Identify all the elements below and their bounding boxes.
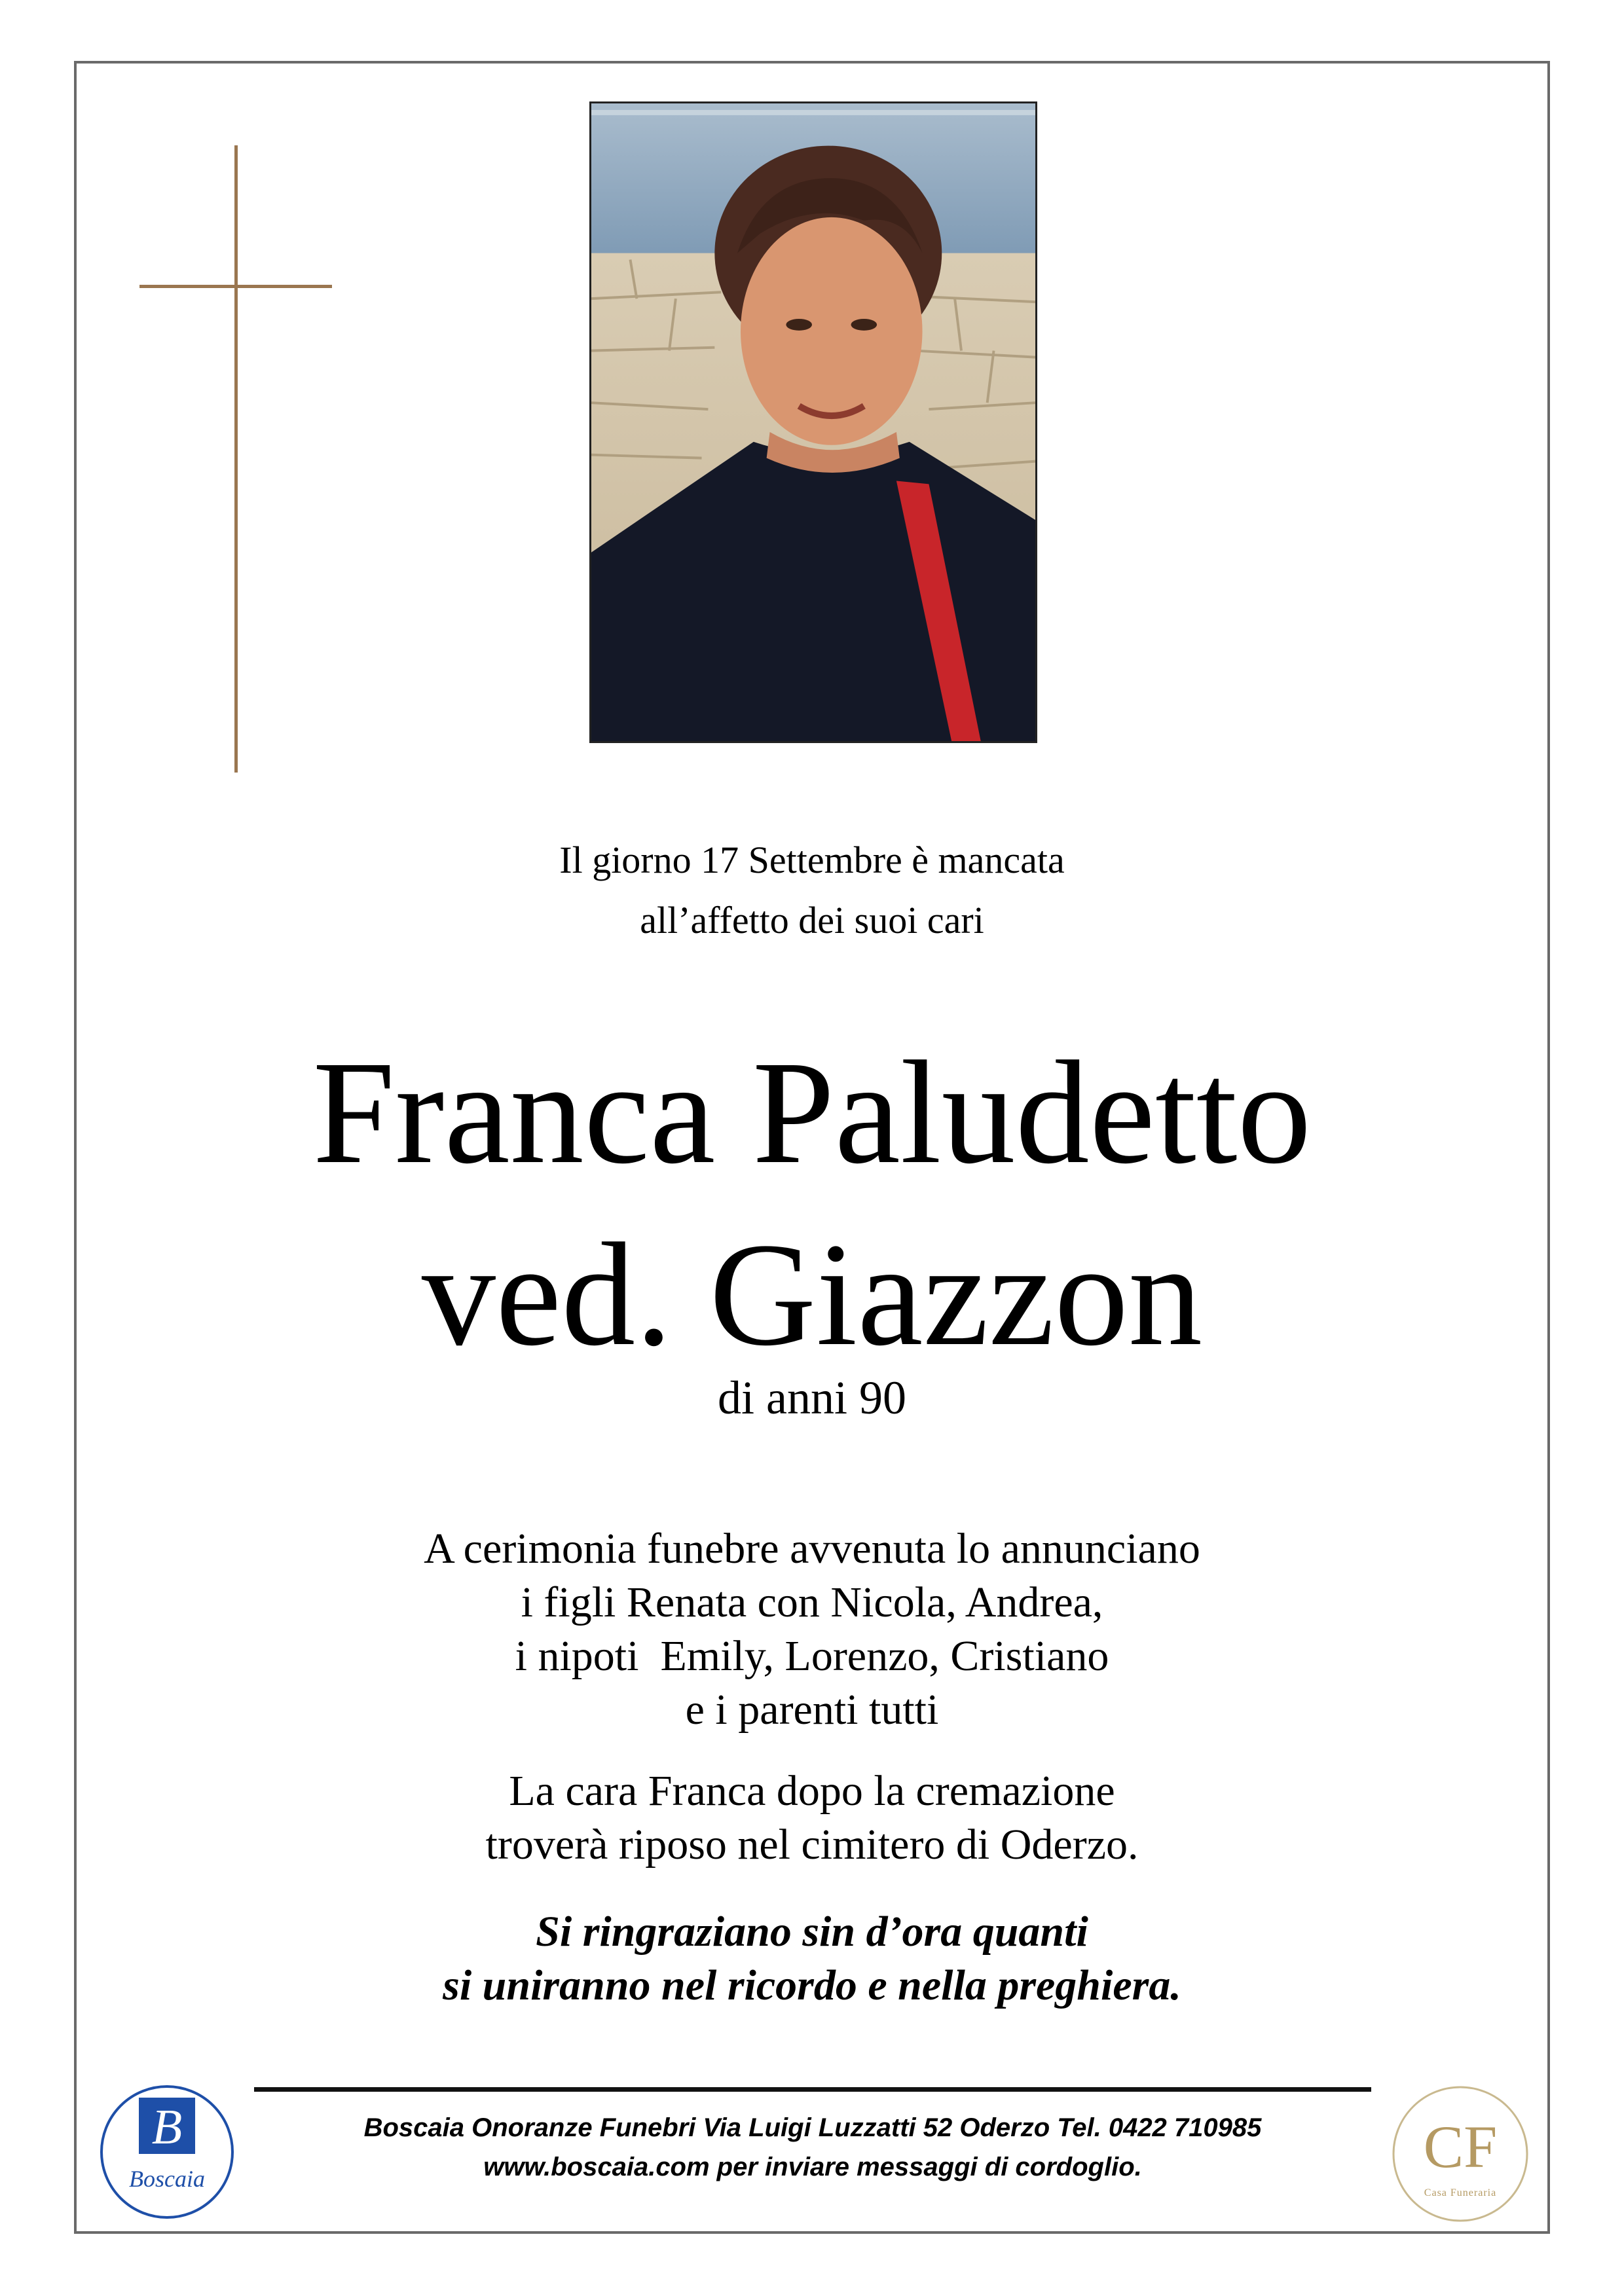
thanks-line: si uniranno nel ricordo e nella preghiera. xyxy=(443,1961,1181,2009)
announcement-line: e i parenti tutti xyxy=(685,1686,939,1734)
funeral-home-footer xyxy=(254,2108,1371,2187)
thanks-line: Si ringraziano sin d’ora quanti xyxy=(536,1908,1088,1956)
footer-divider xyxy=(254,2087,1371,2092)
intro-line: Il giorno 17 Settembre è mancata xyxy=(559,839,1065,881)
deceased-name xyxy=(0,1021,1624,1385)
rest-line: La cara Franca dopo la cremazione xyxy=(509,1767,1115,1815)
announcement-line: i figli Renata con Nicola, Andrea, xyxy=(521,1578,1103,1626)
casa-funeraria-caption: Casa Funeraria xyxy=(1424,2187,1497,2198)
footer-website[interactable]: www.boscaia.com per inviare messaggi di cordoglio. xyxy=(483,2153,1142,2181)
intro-line: all’affetto dei suoi cari xyxy=(640,899,984,941)
cross-icon-arm xyxy=(139,285,332,288)
announcement-text xyxy=(0,1522,1624,1737)
announcement-line: i nipoti Emily, Lorenzo, Cristiano xyxy=(515,1632,1109,1680)
intro-text xyxy=(0,830,1624,951)
boscaia-monogram: B xyxy=(151,2100,183,2155)
boscaia-wordmark: Boscaia xyxy=(129,2166,205,2192)
portrait-photo xyxy=(589,101,1037,743)
boscaia-logo xyxy=(98,2083,236,2221)
casa-funeraria-monogram: CF xyxy=(1423,2113,1498,2180)
announcement-line: A cerimonia funebre avvenuta lo annunciano xyxy=(424,1525,1200,1573)
age-text: di anni 90 xyxy=(718,1372,906,1424)
name-line: Franca Paludetto xyxy=(312,1030,1312,1194)
casa-funeraria-logo xyxy=(1390,2083,1531,2225)
footer-address: Boscaia Onoranze Funebri Via Luigi Luzzatti 52 Oderzo Tel. 0422 710985 xyxy=(363,2113,1262,2142)
rest-line: troverà riposo nel cimitero di Oderzo. xyxy=(485,1821,1139,1868)
name-line: ved. Giazzon xyxy=(421,1212,1203,1376)
resting-place-text xyxy=(0,1764,1624,1872)
thanks-text xyxy=(0,1905,1624,2013)
cross-icon xyxy=(234,145,238,773)
